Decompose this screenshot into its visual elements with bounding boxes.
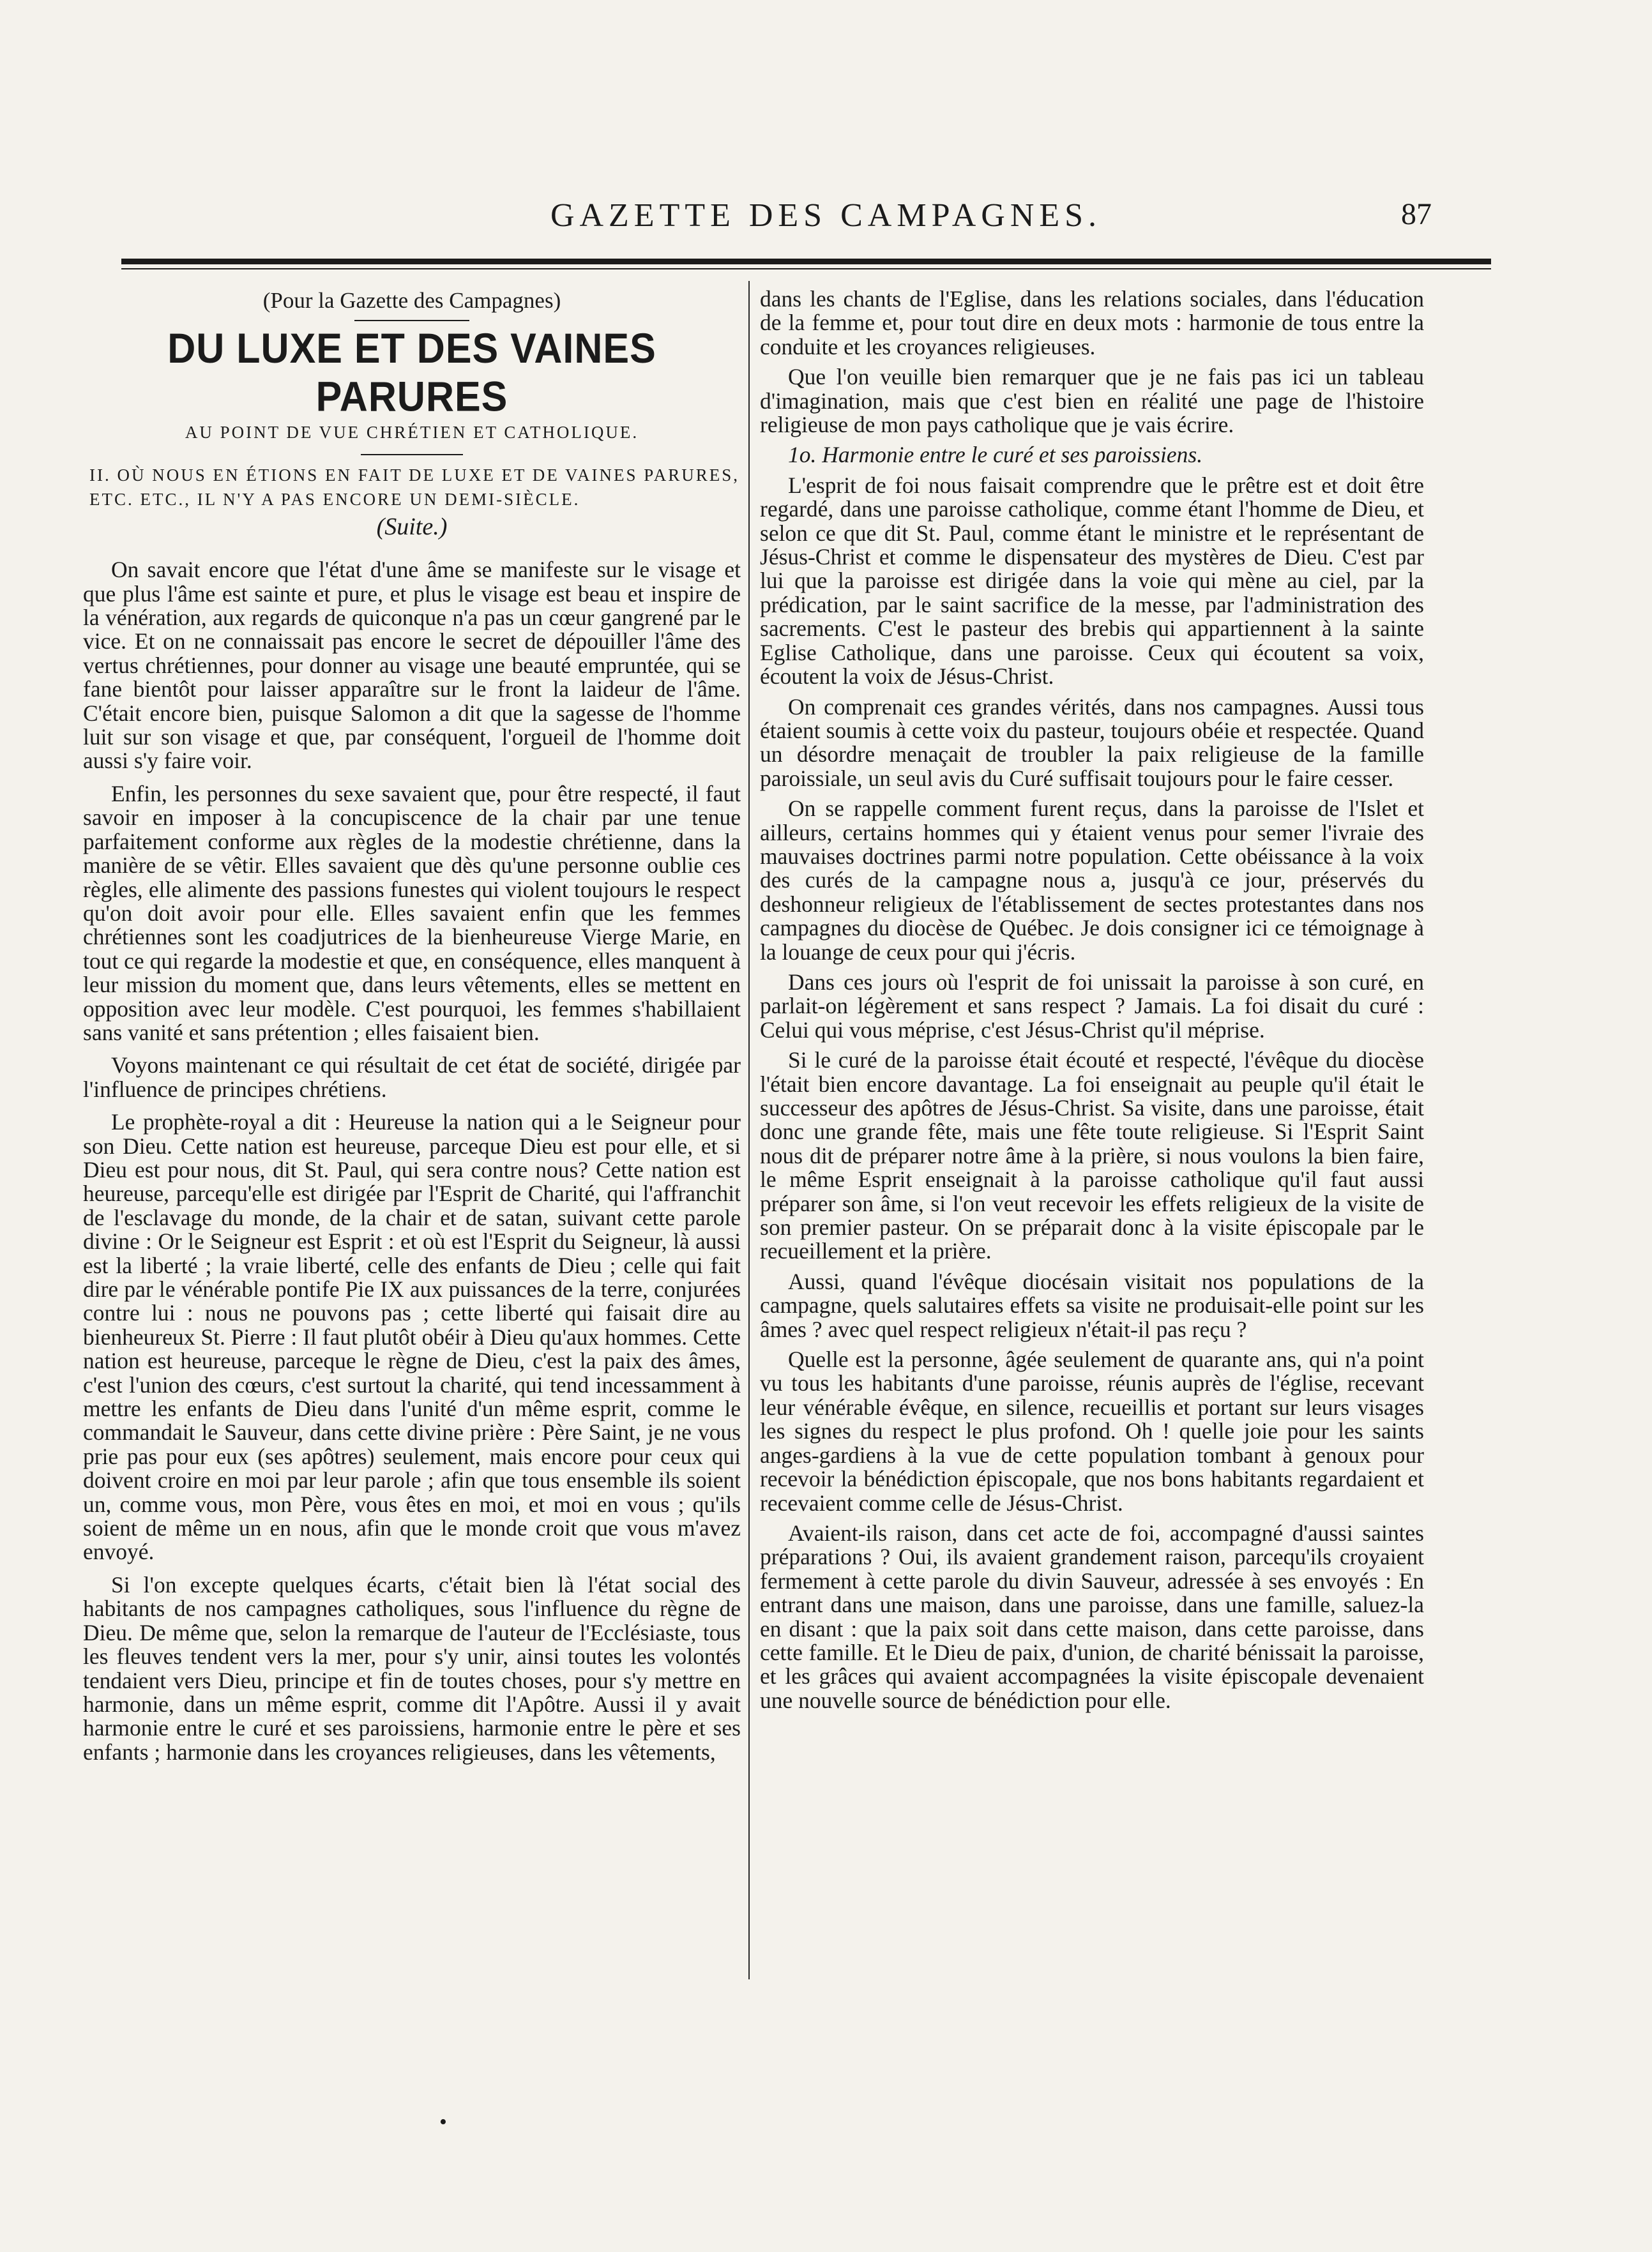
subtitle-rule — [361, 454, 463, 455]
paragraph: Voyons maintenant ce qui résultait de cet état de société, dirigée par l'influence de principes chrétiens. — [83, 1052, 741, 1102]
header-rule — [121, 259, 1491, 264]
article-title: DU LUXE ET DES VAINES PARURES — [167, 324, 656, 420]
subsection-heading: 1o. Harmonie entre le curé et ses paroissiens. — [788, 442, 1203, 468]
paragraph: Quelle est la personne, âgée seulement de quarante ans, qui n'a point vu tous les habitants d'une paroisse, réunis auprès de l'église, recevant leur vénérable évêque, en silence, recueillis et portant sur leurs visages les signes du respect le plus profond. Oh ! quelle joie pour les saints anges-gardiens à la vue de cette population tombant à genoux pour recevoir la bénédiction épiscopale, que nos bons habitants regardaient et recevaient comme celle de Jésus-Christ. — [760, 1347, 1424, 1516]
paragraph: On se rappelle comment furent reçus, dans la paroisse de l'Islet et ailleurs, certains hommes qui y étaient venus pour semer l'ivraie des mauvaises doctrines parmi notre population. Cette obéissance à la voix des curés de la campagne nous a, jusqu'à ce jour, préservés du deshonneur religieux de l'établissement de sectes protestantes dans nos campagnes du diocèse de Québec. Je dois consigner ici ce témoignage à la louange de ceux pour qui j'écris. — [760, 796, 1424, 965]
paragraph: Enfin, les personnes du sexe savaient que, pour être respecté, il faut savoir en imposer à la concupiscence de la chair par une tenue parfaitement conforme aux règles de la modestie chrétienne, dans la manière de se vêtir. Elles savaient que dès qu'une personne oublie ces règles, elle alimente des passions funestes qui violent toujours le respect qu'on doit avoir pour elle. Elles savaient enfin que les femmes chrétiennes sont les coadjutrices de la bienheureuse Vierge Marie, en tout ce qui regarde la modestie et que, en conséquence, elles manquent à leur mission du moment que, dans leurs vêtements, elles se mettent en opposition avec leur modèle. C'est pourquoi, les femmes s'habillaient sans vanité et sans prétention ; elles faisaient bien. — [83, 780, 741, 1045]
paragraph: Avaient-ils raison, dans cet acte de foi, accompagné d'aussi saintes préparations ? Oui, ils avaient grandement raison, parcequ'ils croyaient fermement à cette parole du divin Sauveur, adressée à ses envoyés : En entrant dans une maison, dans une paroisse, dans une famille, saluez-la en disant : que la paix soit dans cette maison, dans cette paroisse, dans cette famille. Et le Dieu de paix, d'union, de charité bénissait la paroisse, et les grâces qui avaient accompagnées la visite épiscopale devenaient une nouvelle source de bénédiction pour elle. — [760, 1520, 1424, 1713]
section-heading: II. OÙ NOUS EN ÉTIONS EN FAIT DE LUXE ET DE VAINES PARURES, ETC. ETC., IL N'Y A PAS ENCORE UN DEMI-SIÈCLE. — [89, 465, 740, 509]
paragraph: On savait encore que l'état d'une âme se manifeste sur le visage et que plus l'âme est sainte et pure, et plus le visage est beau et inspire de la vénération, aux regards de quiconque n'a pas un cœur gangrené par le vice. Et on ne connaissait pas encore le secret de dépouiller l'âme des vertus chrétiennes, pour donner au visage une beauté empruntée, qui se fane bientôt pour laisser apparaître sur le front la laideur de l'âme. C'était encore bien, puisque Salomon a dit que la sagesse de l'homme luit sur son visage et que, par conséquent, l'orgueil de l'homme doit aussi s'y faire voir. — [83, 557, 741, 774]
left-column — [83, 287, 741, 1764]
title-rule — [354, 320, 469, 321]
paragraph: Le prophète-royal a dit : Heureuse la nation qui a le Seigneur pour son Dieu. Cette nation est heureuse, parceque Dieu est pour elle, et si Dieu est pour nous, dit St. Paul, qui sera contre nous? Cette nation est heureuse, parcequ'elle est dirigée par l'Esprit de Charité, qui l'affranchit de l'esclavage du monde, de la chair et de satan, suivant cette parole divine : Or le Seigneur est Esprit : et où est l'Esprit du Seigneur, là aussi est la liberté ; la vraie liberté, celle des enfants de Dieu ; celle qui fait dire par le vénérable pontife Pie IX aux puissances de la terre, conjurées contre lui : nous ne pouvons pas ; cette liberté qui faisait dire au bienheureux St. Pierre : Il faut plutôt obéir à Dieu qu'aux hommes. Cette nation est heureuse, parceque le règne de Dieu, c'est la paix des âmes, c'est l'union des cœurs, c'est surtout la charité, qui tend incessamment à mettre les enfants de Dieu dans l'unité d'un même esprit, comme le commandait le Sauveur, dans cette divine prière : Père Saint, je ne vous prie pas pour eux (ses apôtres) seulement, mais encore pour ceux qui doivent croire en moi par leur parole ; afin que tous ensemble ils soient un, comme vous, mon Père, vous êtes en moi, et moi en vous ; qu'ils soient de même un en nous, afin que le monde croit que vous m'avez envoyé. — [83, 1109, 741, 1565]
paragraph: Que l'on veuille bien remarquer que je ne fais pas ici un tableau d'imagination, mais que c'est bien en réalité une page de l'histoire religieuse de mon pays catholique que je vais écrire. — [760, 364, 1424, 438]
paragraph: Dans ces jours où l'esprit de foi unissait la paroisse à son curé, en parlait-on légèrement et sans respect ? Jamais. La foi disait du curé : Celui qui vous méprise, c'est Jésus-Christ qu'il méprise. — [760, 969, 1424, 1043]
column-divider — [748, 281, 750, 1979]
paragraph: L'esprit de foi nous faisait comprendre que le prêtre est et doit être regardé, dans une paroisse catholique, comme étant l'homme de Dieu, et selon ce que dit St. Paul, comme étant le ministre et le représentant de Jésus-Christ et comme le dispensateur des mystères de Dieu. C'est par lui que la paroisse est dirigée dans la voie qui mène au ciel, par la prédication, par le saint sacrifice de la messe, par l'administration des sacrements. C'est le pasteur des brebis qui appartiennent à la sainte Eglise Catholique, dans une paroisse. Ceux qui écoutent sa voix, écoutent la voix de Jésus-Christ. — [760, 472, 1424, 690]
page-number: 87 — [1401, 197, 1432, 231]
paragraph: Si l'on excepte quelques écarts, c'était bien là l'état social des habitants de nos campagnes catholiques, sous l'influence du règne de Dieu. De même que, selon la remarque de l'auteur de l'Ecclésiaste, tous les fleuves tendent vers la mer, pour s'y unir, ainsi toutes les volontés tendaient vers Dieu, principe et fin de toutes choses, pour s'y mettre en harmonie, dans un même esprit, comme dit l'Apôtre. Aussi il y avait harmonie entre le curé et ses paroissiens, harmonie entre le père et ses enfants ; harmonie dans les croyances religieuses, dans les vêtements, — [83, 1571, 741, 1765]
running-title: GAZETTE DES CAMPAGNES. — [550, 197, 1102, 234]
right-column — [760, 287, 1424, 1712]
paragraph: On comprenait ces grandes vérités, dans nos campagnes. Aussi tous étaient soumis à cette voix du pasteur, toujours obéie et respectée. Quand un désordre menaçait de troubler la paix religieuse de la famille paroissiale, un seul avis du Curé suffisait toujours pour le faire cesser. — [760, 693, 1424, 791]
page-mark: • — [439, 2110, 447, 2134]
running-head — [0, 192, 1652, 249]
paragraph: Aussi, quand l'évêque diocésain visitait nos populations de la campagne, quels salutaires effets sa visite ne produisait-elle point sur les âmes ? avec quel respect religieux n'était-il pas reçu ? — [760, 1268, 1424, 1342]
article-attribution: (Pour la Gazette des Campagnes) — [262, 288, 561, 313]
header-rule-thin — [121, 268, 1491, 269]
continued-label: (Suite.) — [376, 513, 448, 540]
paragraph: dans les chants de l'Eglise, dans les relations sociales, dans l'éducation de la femme et, pour tout dire en deux mots : harmonie de tous entre la conduite et les croyances religieuses. — [760, 286, 1424, 359]
paragraph: Si le curé de la paroisse était écouté et respecté, l'évêque du diocèse l'était bien encore davantage. La foi enseignait au peuple qu'il était le successeur des apôtres de Jésus-Christ. Sa visite, dans une paroisse, était donc une grande fête, mais une fête toute religieuse. Si l'Esprit Saint nous dit de préparer notre âme à la prière, si nous voulons la bien faire, le même Esprit enseignait à la paroisse catholique qu'il faut aussi préparer son âme, si l'on veut recevoir les effets religieux de la visite de son premier pasteur. On se préparait donc à la visite épiscopale par le recueillement et la prière. — [760, 1047, 1424, 1264]
article-subtitle: AU POINT DE VUE CHRÉTIEN ET CATHOLIQUE. — [185, 423, 639, 442]
